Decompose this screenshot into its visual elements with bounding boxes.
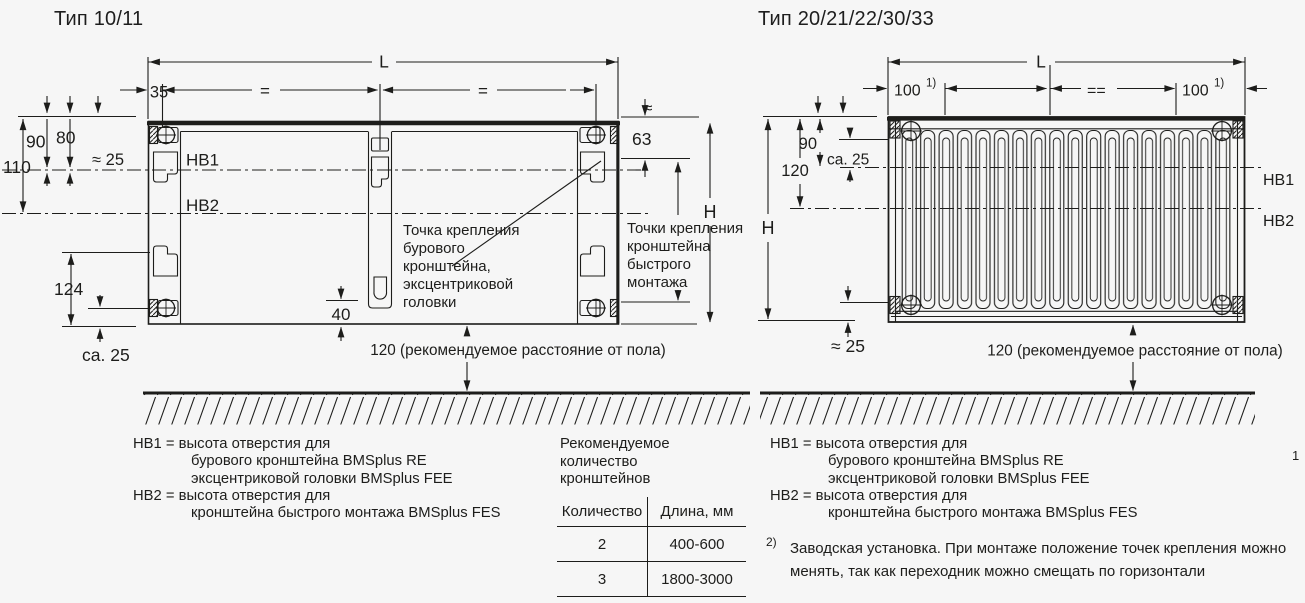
dim-label-100-left: 100 [894,82,921,100]
footnote-line: Заводская установка. При монтаже положение точек крепления можно [790,540,1287,557]
legend-line: бурового кронштейна BMSplus RE [828,453,1064,470]
dim-label-63: 63 [632,129,652,149]
label-hb1-right: HB1 [1263,172,1295,189]
dim-label-120-right: 120 [781,162,809,180]
quick-mount-note [627,220,743,291]
dim-label-90: 90 [26,131,46,152]
cell-quantity: 2 [557,527,648,562]
radiator-fins [900,129,1232,310]
corner-screw-top-right [1211,121,1243,142]
svg-text:быстрого: быстрого [627,256,691,273]
keyhole-slot [374,277,387,299]
bracket-quantity-table [557,497,746,597]
type-10-11-rear-view-diagram [0,0,755,430]
label-hb2-right: HB2 [1263,213,1295,230]
table-row [557,562,746,597]
right-panel-screw-top [580,126,619,145]
floor-hatching-right [760,395,1255,425]
dim-label-ca-25: ca. 25 [82,345,130,365]
footnote-line: менять, так как переходник можно смещать по горизонтали [790,563,1206,580]
floor-distance-note-right: 120 (рекомендуемое расстояние от пола) [987,342,1283,360]
dim-label-H-right: H [761,218,775,238]
left-panel-screw-top [150,126,179,145]
dim-label-double-equal: == [1087,82,1106,100]
svg-text:кронштейна,: кронштейна, [403,258,491,275]
table-row [557,527,746,562]
legend-line: HB1 = высота отверстия для [133,436,331,452]
legend-line: HB2 = высота отверстия для [133,487,331,504]
svg-text:кронштейна: кронштейна [627,238,711,255]
hb-legend-left [133,436,501,522]
corner-screw-bottom-left [890,295,922,316]
table-header-length: Длина, мм [648,497,747,527]
dim-label-90-right: 90 [798,135,817,153]
cell-length: 400-600 [648,527,747,562]
legend-line: HB2 = высота отверстия для [770,487,968,504]
legend-line: эксцентриковой головки BMSplus FEE [191,470,453,487]
edge-clipped-mark: 1 [1292,448,1300,463]
dim-label-40: 40 [331,305,351,324]
dim-label-110: 110 [3,157,31,177]
dim-label-H-left-diagram: H [703,202,717,222]
dim-label-approx: ≈ [643,100,653,117]
bracket-table-title: Рекомендуемое количество кронштейнов [560,436,670,487]
drill-bracket-note [403,222,519,311]
dim-label-100-right: 100 [1182,82,1209,100]
svg-text:Точки крепления: Точки крепления [627,220,744,237]
svg-text:монтажа: монтажа [627,274,688,291]
cell-quantity: 3 [557,562,648,597]
corner-screw-top-left [890,121,922,142]
diagram-title-type-20-33: Тип 20/21/22/30/33 [758,8,934,30]
svg-text:бурового: бурового [403,240,465,257]
dim-label-L-right: L [1036,51,1046,72]
dim-label-equal-1: = [260,81,270,101]
table-header-quantity: Количество [557,497,648,527]
right-radiator-body [758,57,1267,425]
footnote-1-marker-left: 1) [926,77,937,90]
floor-hatching [143,395,750,425]
dim-label-35: 35 [149,83,169,102]
legend-line: HB1 = высота отверстия для [770,436,968,452]
dim-label-L: L [379,51,389,72]
dim-label-ca-25-right: ca. 25 [827,151,870,169]
svg-text:эксцентриковой: эксцентриковой [403,276,514,293]
dim-label-equal-2: = [478,81,488,101]
footnote-2 [766,535,1287,583]
dim-label-approx-25-right: ≈ 25 [831,336,865,356]
footnote-2-marker: 2) [766,535,777,549]
cell-length: 1800-3000 [648,562,747,597]
dim-label-124: 124 [54,279,84,299]
left-bracket-cutout-top [154,152,178,182]
svg-text:головки: головки [403,294,457,311]
dim-label-80: 80 [56,127,76,148]
label-hb2-left: HB2 [186,196,220,215]
legend-line: бурового кронштейна BMSplus RE [191,453,427,470]
svg-text:Точка крепления: Точка крепления [403,222,520,239]
legend-line: кронштейна быстрого монтажа BMSplus FES [191,505,501,522]
floor-distance-note-left: 120 (рекомендуемое расстояние от пола) [370,342,666,359]
legend-line: кронштейна быстрого монтажа BMSplus FES [828,505,1138,522]
footnote-1-marker-right: 1) [1214,77,1225,90]
diagram-title-type-10-11: Тип 10/11 [54,8,144,30]
type-20-33-front-view-diagram [755,0,1305,430]
right-panel-screw-bottom [580,299,619,318]
hb-legend-right [770,436,1138,522]
dim-label-approx-25: ≈ 25 [92,151,124,169]
corner-screw-bottom-right [1211,295,1243,316]
left-bracket-cutout-bottom [154,246,178,276]
right-bracket-cutout-bottom [581,246,605,276]
left-panel-screw-bottom [150,299,179,318]
legend-line: эксцентриковой головки BMSplus FEE [828,470,1090,487]
label-hb1-left: HB1 [186,150,220,170]
